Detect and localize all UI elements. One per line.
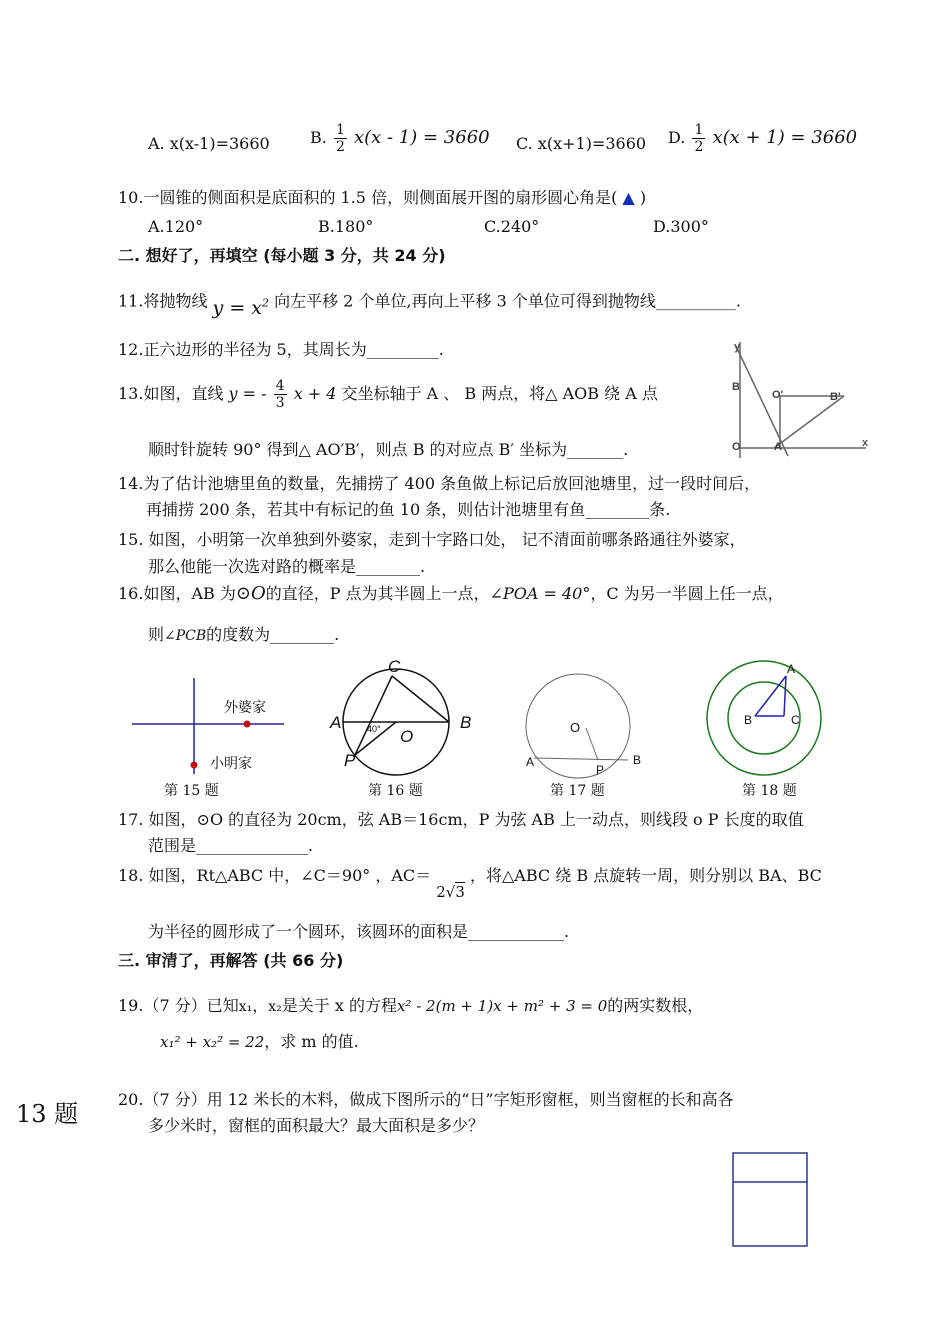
figure-18	[698, 660, 832, 780]
fig17-b-label: B	[633, 753, 642, 767]
q14-line1: 14.为了估计池塘里鱼的数量，先捕捞了 400 条鱼做上标记后放回池塘里，过一段时间后，	[118, 474, 761, 493]
q16-line1: 16.如图，AB 为⊙O的直径，P 点为其半圆上一点，∠POA = 40°，C 为另一半圆上任一点，	[118, 583, 784, 604]
fig18-c-label: C	[791, 713, 800, 727]
q16-line2: 则∠PCB的度数为________.	[148, 625, 340, 644]
fig13-o1-label: O'	[772, 389, 784, 401]
fig18-caption: 第 18 题	[742, 783, 797, 799]
q18-line1: 18. 如图，Rt△ABC 中，∠C＝90° ，AC＝ 2√3 ，将△ABC 绕 B 点旋转一周，则分别以 BA、BC	[118, 866, 822, 901]
q10-option-d: D.300°	[653, 217, 709, 236]
q15-line2: 那么他能一次选对路的概率是________.	[148, 557, 426, 576]
q10-option-b: B.180°	[318, 217, 374, 236]
section-3-heading: 三. 审清了，再解答 (共 66 分)	[118, 951, 344, 970]
q9-option-b: B. $\frac{1}{2}$ x(x - 1) = 3660	[310, 122, 490, 155]
fig16-angle-label: 40°	[367, 724, 381, 734]
q13-line2: 顺时针旋转 90° 得到△ AO′B′，则点 B 的对应点 B′ 坐标为_______.	[148, 440, 629, 459]
fig17-o-label: O	[570, 720, 581, 735]
fig15-home-label: 小明家	[210, 755, 252, 771]
fig13-o-label: O	[732, 441, 741, 453]
fig13-a-label: A	[774, 441, 782, 453]
fig15-caption: 第 15 题	[164, 783, 219, 799]
figure-16	[326, 652, 478, 776]
q13-line1: 13.如图，直线 y = - $\frac{4}{3}$ x + 4 交坐标轴于 A 、 B 两点，将△ AOB 绕 A 点	[118, 378, 658, 411]
fig18-a-label: A	[787, 662, 796, 676]
section-2-heading: 二. 想好了，再填空 (每小题 3 分，共 24 分)	[118, 246, 446, 265]
fig13-b-label: B	[732, 381, 740, 393]
q11: 11.将抛物线 $y = x^2$ 向左平移 2 个单位,再向上平移 3 个单位可得到抛物线__________.	[118, 291, 741, 320]
fig16-a-label: A	[330, 713, 342, 732]
q10-option-a: A.120°	[148, 217, 204, 236]
fig13-x-label: x	[862, 437, 869, 449]
q15-line1: 15. 如图，小明第一次单独到外婆家，走到十字路口处， 记不清面前哪条路通往外婆家，	[118, 530, 746, 549]
q19-line2: x₁² + x₂² = 22，求 m 的值.	[160, 1032, 359, 1051]
q9-option-a: A. x(x-1)=3660	[148, 134, 270, 153]
fig16-c-label: C	[388, 657, 401, 676]
fig13-b1-label: B'	[830, 391, 841, 403]
fig16-p-label: P	[344, 751, 356, 770]
q20-line1: 20.（7 分）用 12 米长的木料，做成下图所示的“日”字矩形窗框，则当窗框的长和高各	[118, 1090, 734, 1109]
fig18-b-label: B	[744, 713, 753, 727]
q9-option-d: D. $\frac{1}{2}$ x(x + 1) = 3660	[668, 122, 858, 155]
q10-option-c: C.240°	[484, 217, 540, 236]
q9-option-c: C. x(x+1)=3660	[516, 134, 647, 153]
figure-15	[128, 672, 288, 776]
window-frame-figure	[732, 1152, 810, 1248]
fig17-a-label: A	[526, 755, 535, 769]
q12: 12.正六边形的半径为 5，其周长为_________.	[118, 340, 444, 359]
fig13-y-label: y	[734, 341, 741, 353]
q20-line2: 多少米时，窗框的面积最大？最大面积是多少？	[148, 1116, 485, 1135]
figure-17	[520, 674, 640, 778]
q10-stem: 10.一圆锥的侧面积是底面积的 1.5 倍，则侧面展开图的扇形圆心角是( ▲ )	[118, 188, 647, 207]
q17-line1: 17. 如图，⊙O 的直径为 20cm，弦 AB＝16cm，P 为弦 AB 上一动点，则线段 o P 长度的取值	[118, 810, 804, 829]
q18-line2: 为半径的圆形成了一个圆环，该圆环的面积是____________.	[148, 922, 570, 941]
fig17-p-label: P	[596, 763, 605, 777]
answer-marker-icon: ▲	[622, 188, 635, 207]
q14-line2: 再捕捞 200 条，若其中有标记的鱼 10 条，则估计池塘里有鱼________条.	[146, 500, 671, 519]
q17-line2: 范围是______________.	[148, 836, 314, 855]
fig15-grandma-label: 外婆家	[224, 699, 266, 715]
fig17-caption: 第 17 题	[550, 783, 605, 799]
q19-line1: 19.（7 分）已知x₁，x₂是关于 x 的方程x² - 2(m + 1)x + m² + 3 = 0的两实数根，	[118, 996, 704, 1015]
side-label-13: 13 题	[16, 1100, 79, 1128]
fig16-o-label: O	[400, 727, 414, 746]
fig16-caption: 第 16 题	[368, 783, 423, 799]
fig16-b-label: B	[460, 713, 472, 732]
figure-13	[726, 338, 870, 464]
